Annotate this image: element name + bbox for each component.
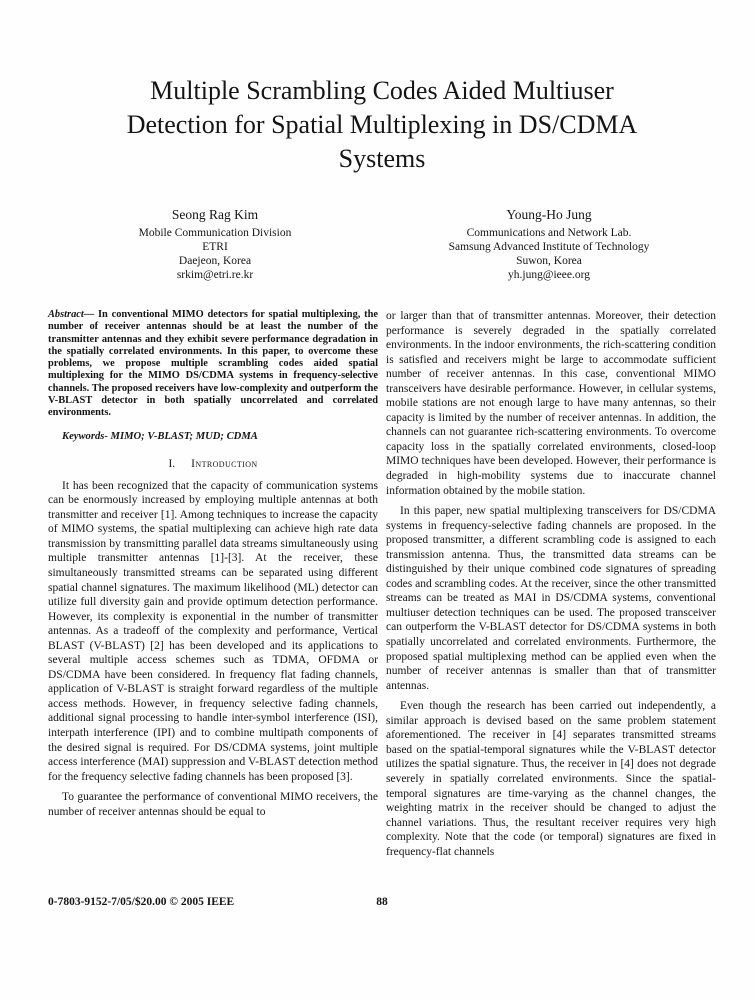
abstract [48, 309, 378, 420]
body-paragraph: To guarantee the performance of conventional MIMO receivers, the number of receiver antennas should be equal to [48, 791, 378, 818]
section-title: Introduction [191, 457, 258, 470]
author-affiliation-line: Communications and Network Lab. [466, 227, 632, 239]
author-affiliation-line: Mobile Communication Division [138, 227, 292, 239]
page-number: 88 [376, 896, 388, 908]
paper-title [48, 74, 716, 176]
right-column-paragraphs [386, 309, 716, 859]
section-number: I. [168, 457, 176, 470]
left-column [48, 309, 378, 819]
body-paragraph: or larger than that of transmitter antennas. Moreover, their detection performance is severely degraded in the spatially correlated environments. In the indoor environments, the rich-scattering condition is satisfied and receivers might be large to accommodate sufficient number of receiver antennas. In this case, conventional MIMO transceivers have desirable performance. However, in cellular systems, mobile stations are not enough large to have many antennas, so their capacity is limited by the number of receiver antennas. In addition, the channels can not guarantee rich-scattering environments. To overcome capacity loss in the spatially correlated environments, closed-loop MIMO techniques have been developed. However, their performance is degraded in high-mobility systems due to inaccurate channel information obtained by the mobile station. [386, 310, 716, 497]
author-affiliation-line: Daejeon, Korea [178, 255, 252, 267]
keywords-line: Keywords- MIMO; V-BLAST; MUD; CDMA [62, 430, 258, 442]
authors-row [48, 207, 716, 282]
body-paragraph: It has been recognized that the capacity of communication systems can be enormously increased by employing multiple antennas at both transmitter and receiver [1]. Among techniques to increase the capacity of MIMO systems, the spatial multiplexing can achieve high rate data transmission by transmitting parallel data streams simultaneously using multiple transmitter antennas [1]-[3]. At the receiver, these simultaneously transmitted streams can be separated using different spatial channel signatures. The maximum likelihood (ML) detector can utilize full diversity gain and provide optimum detection performance. However, its complexity is exponential in the number of transmitter antennas. As a tradeoff of the complexity and performance, Vertical BLAST (V-BLAST) [2] has been developed and its applications to several multiple access schemes such as TDMA, OFDMA or DS/CDMA have been considered. In frequency flat fading channels, application of V-BLAST is straight forward regardless of the multiple access methods. However, in frequency selective fading channels, additional signal processing to handle inter-symbol interference (ISI), interpath interference (IPI) and to combine multipath components of the desired signal is required. For DS/CDMA systems, joint multiple access interference (MAI) suppression and V-BLAST detection method for the frequency selective fading channels has been proposed [3]. [48, 479, 378, 783]
author-name: Young-Ho Jung [506, 207, 592, 222]
author-name: Seong Rag Kim [171, 207, 259, 222]
author-affiliation-line: yh.jung@ieee.org [508, 269, 590, 281]
paper-title-line: Detection for Spatial Multiplexing in DS/CDMA [126, 110, 638, 139]
author-affiliation-line: srkim@etri.re.kr [176, 269, 254, 281]
author-block [48, 207, 382, 282]
author-affiliation-line: Suwon, Korea [516, 255, 582, 267]
left-column-paragraphs [48, 479, 378, 820]
abstract-text: In conventional MIMO detectors for spatial multiplexing, the number of receiver antennas should be at least the number of the transmitter antennas and they exhibit severe performance degradation in the spatially correlated environments. In this paper, to overcome these problems, we propose multiple scrambling codes aided spatial multiplexing for the MIMO DS/CDMA systems in frequency-selective channels. The proposed receivers have low-complexity and outperform the V-BLAST detector in both spatially uncorrelated and correlated environments. [48, 309, 378, 419]
author-affiliation-line: ETRI [202, 241, 228, 253]
right-column [386, 309, 716, 859]
body-paragraph: In this paper, new spatial multiplexing transceivers for DS/CDMA systems in frequency-selective fading channels are proposed. In the proposed transmitter, a different scrambling code is assigned to each transmission antenna. Thus, the transmitted data streams can be distinguished by their unique combined code signatures of spreading codes and scrambling codes. At the receiver, since the other transmitted streams can be treated as MAI in DS/CDMA systems, conventional multiuser detection techniques can be used. The proposed transceiver can outperform the V-BLAST detector for DS/CDMA systems in both spatially uncorrelated and correlated environments. Furthermore, the proposed spatial multiplexing method can be applied even when the number of receiver antennas is smaller than that of transmitter antennas. [386, 505, 716, 692]
page-footer [48, 896, 716, 912]
copyright-notice: 0-7803-9152-7/05/$20.00 © 2005 IEEE [48, 896, 235, 908]
abstract-label: Abstract— [48, 309, 95, 320]
author-block [382, 207, 716, 282]
section-heading-introduction [48, 457, 378, 471]
body-paragraph: Even though the research has been carried out independently, a similar approach is devised based on the same problem statement aforementioned. The receiver in [4] separates transmitted streams based on the spatial-temporal signatures while the V-BLAST detector utilizes the spatial signature. Thus, the receiver in [4] does not degrade severely in spatially correlated environments. Since the spatial-temporal signatures are time-varying as the channel changes, the weighting matrix in the receiver should be changed to adjust the channel variations. Thus, the resultant receiver requires very high complexity. Note that the code (or temporal) signatures are fixed in frequency-flat channels [386, 700, 716, 858]
author-affiliation-line: Samsung Advanced Institute of Technology [448, 241, 650, 253]
paper-title-line: Multiple Scrambling Codes Aided Multiuser [150, 76, 614, 105]
paper-title-line: Systems [338, 144, 426, 173]
